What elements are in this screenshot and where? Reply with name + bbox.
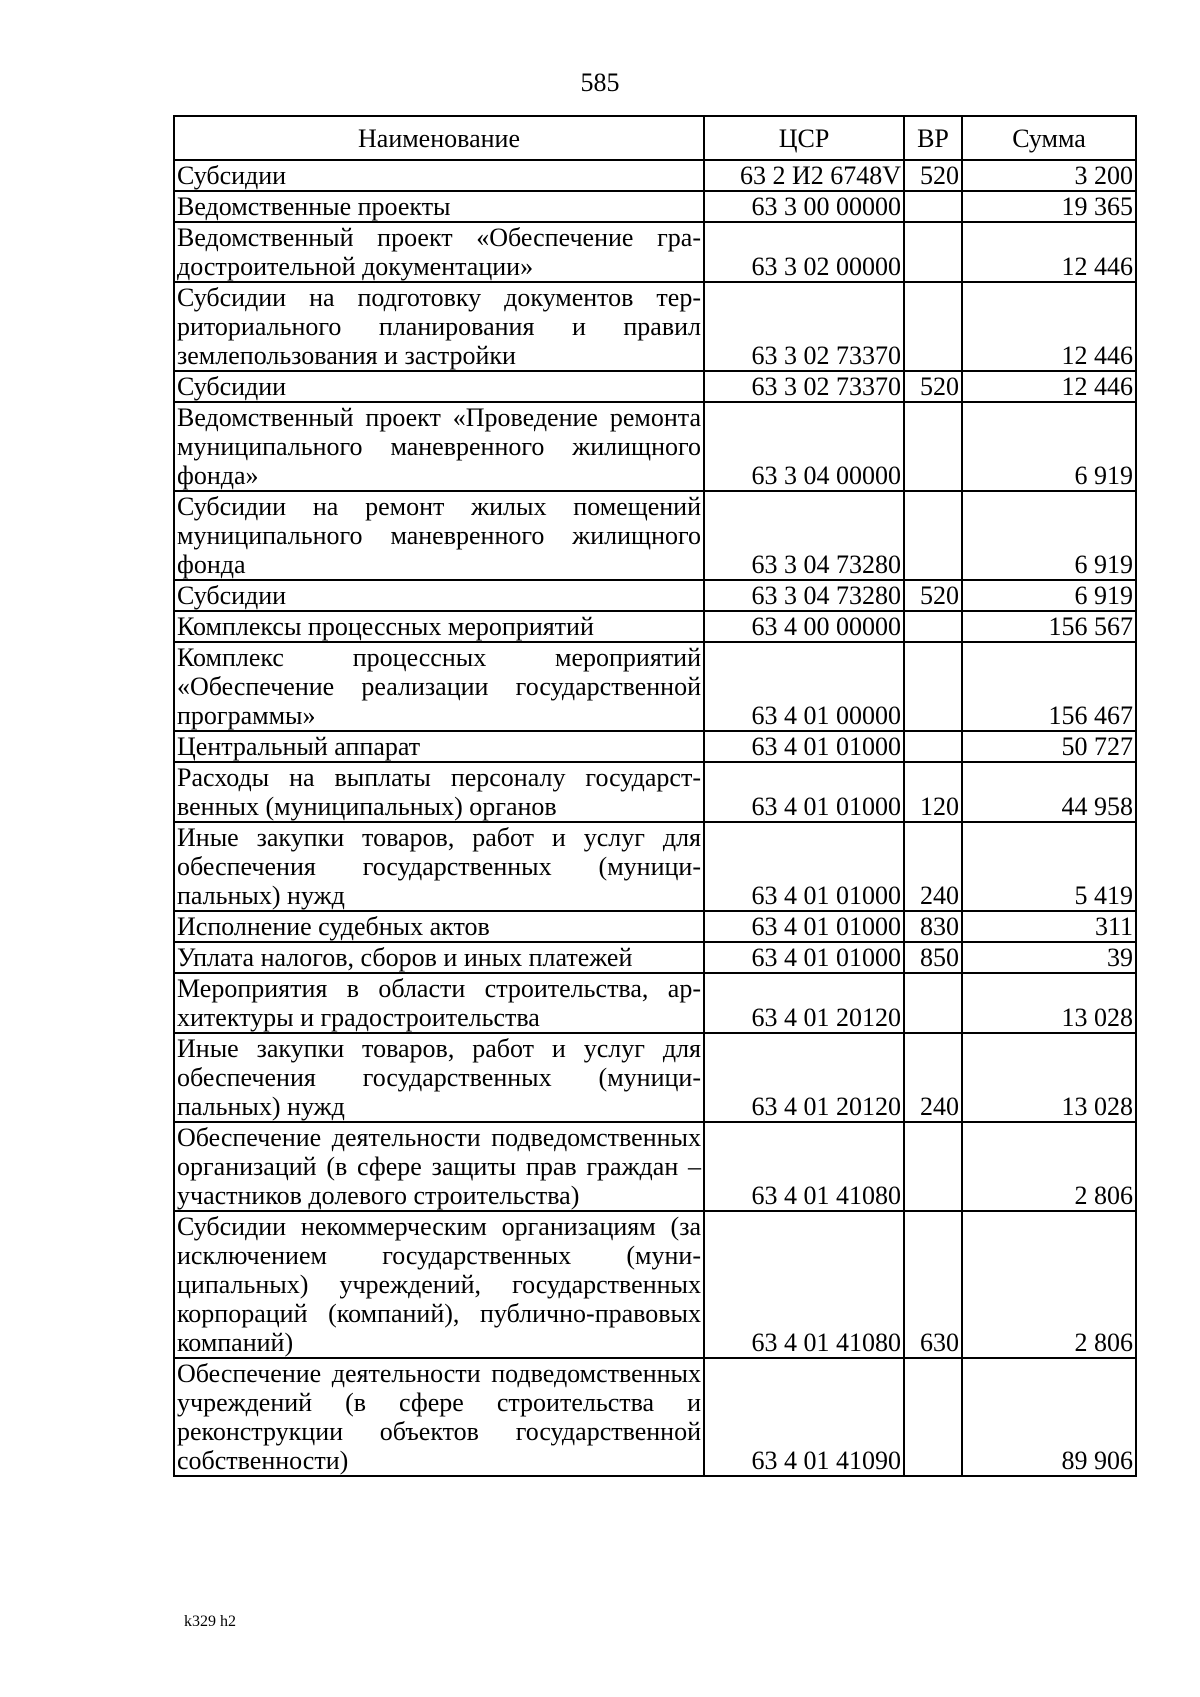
- row-vr: [904, 222, 962, 282]
- row-name: Субсидии на подготовку документов территориального планирования и правил землепользования и застройки: [174, 282, 704, 371]
- table-body: [174, 160, 1136, 1476]
- row-vr: [904, 611, 962, 642]
- table-row: [174, 222, 1136, 282]
- row-name: Обеспечение деятельности подведомственных учреждений (в сфере строительства и реконструкции объектов государственной собственности): [174, 1358, 704, 1476]
- row-vr: 630: [904, 1211, 962, 1358]
- row-sum: 156 567: [962, 611, 1136, 642]
- table-row: [174, 491, 1136, 580]
- row-csr: 63 4 01 01000: [704, 911, 904, 942]
- row-vr: 520: [904, 371, 962, 402]
- row-name: Ведомственный проект «Проведение ремонта муниципального маневренного жилищного фонда»: [174, 402, 704, 491]
- budget-table: [173, 115, 1137, 1477]
- row-sum: 39: [962, 942, 1136, 973]
- row-sum: 2 806: [962, 1211, 1136, 1358]
- row-vr: [904, 402, 962, 491]
- row-name: Субсидии: [174, 371, 704, 402]
- page-number: 585: [580, 68, 620, 97]
- row-sum: 6 919: [962, 402, 1136, 491]
- row-sum: 12 446: [962, 282, 1136, 371]
- row-sum: 12 446: [962, 222, 1136, 282]
- row-name: Субсидии: [174, 580, 704, 611]
- table-row: [174, 1122, 1136, 1211]
- table-row: [174, 191, 1136, 222]
- row-csr: 63 2 И2 6748V: [704, 160, 904, 191]
- row-name: Комплексы процессных мероприятий: [174, 611, 704, 642]
- row-csr: 63 4 01 01000: [704, 942, 904, 973]
- table-row: [174, 371, 1136, 402]
- row-sum: 3 200: [962, 160, 1136, 191]
- row-csr: 63 4 01 41090: [704, 1358, 904, 1476]
- table-row: [174, 282, 1136, 371]
- row-vr: 520: [904, 160, 962, 191]
- table-header: [174, 116, 1136, 160]
- row-vr: [904, 191, 962, 222]
- row-csr: 63 4 01 01000: [704, 731, 904, 762]
- row-csr: 63 4 01 00000: [704, 642, 904, 731]
- row-name: Иные закупки товаров, работ и услуг для обеспечения государственных (муниципальных) нужд: [174, 1033, 704, 1122]
- row-sum: 156 467: [962, 642, 1136, 731]
- row-sum: 6 919: [962, 491, 1136, 580]
- row-sum: 13 028: [962, 1033, 1136, 1122]
- row-csr: 63 4 01 41080: [704, 1122, 904, 1211]
- row-csr: 63 3 02 73370: [704, 282, 904, 371]
- table-row: [174, 1211, 1136, 1358]
- row-vr: 120: [904, 762, 962, 822]
- table-row: [174, 611, 1136, 642]
- row-csr: 63 3 02 00000: [704, 222, 904, 282]
- row-vr: [904, 282, 962, 371]
- row-sum: 311: [962, 911, 1136, 942]
- row-name: Уплата налогов, сборов и иных платежей: [174, 942, 704, 973]
- table-row: [174, 762, 1136, 822]
- row-name: Центральный аппарат: [174, 731, 704, 762]
- table-row: [174, 822, 1136, 911]
- row-sum: 44 958: [962, 762, 1136, 822]
- row-vr: 830: [904, 911, 962, 942]
- row-csr: 63 4 01 20120: [704, 973, 904, 1033]
- row-name: Комплекс процессных мероприятий «Обеспечение реализации государственной программы»: [174, 642, 704, 731]
- row-sum: 13 028: [962, 973, 1136, 1033]
- row-vr: [904, 731, 962, 762]
- row-name: Субсидии на ремонт жилых помещений муниципального маневренного жилищного фонда: [174, 491, 704, 580]
- row-csr: 63 3 00 00000: [704, 191, 904, 222]
- table-row: [174, 580, 1136, 611]
- table-row: [174, 911, 1136, 942]
- table-row: [174, 731, 1136, 762]
- row-name: Ведомственный проект «Обеспечение градостроительной документации»: [174, 222, 704, 282]
- row-sum: 12 446: [962, 371, 1136, 402]
- footer-code: k329 h2: [184, 1613, 236, 1630]
- row-csr: 63 4 01 20120: [704, 1033, 904, 1122]
- row-vr: [904, 642, 962, 731]
- row-name: Субсидии некоммерческим организациям (за исключением государственных (муниципальных) учреждений, государственных корпораций (компаний), публично-правовых компаний): [174, 1211, 704, 1358]
- row-name: Обеспечение деятельности подведомственных организаций (в сфере защиты прав граждан – участников долевого строительства): [174, 1122, 704, 1211]
- row-csr: 63 4 01 01000: [704, 762, 904, 822]
- row-vr: [904, 491, 962, 580]
- row-vr: [904, 1122, 962, 1211]
- row-csr: 63 3 02 73370: [704, 371, 904, 402]
- header-name: Наименование: [174, 116, 704, 160]
- row-csr: 63 4 01 41080: [704, 1211, 904, 1358]
- row-csr: 63 3 04 73280: [704, 580, 904, 611]
- header-sum: Сумма: [962, 116, 1136, 160]
- row-sum: 2 806: [962, 1122, 1136, 1211]
- row-vr: 850: [904, 942, 962, 973]
- header-csr: ЦСР: [704, 116, 904, 160]
- row-name: Иные закупки товаров, работ и услуг для обеспечения государственных (муниципальных) нужд: [174, 822, 704, 911]
- row-name: Мероприятия в области строительства, архитектуры и градостроительства: [174, 973, 704, 1033]
- table-row: [174, 942, 1136, 973]
- row-name: Субсидии: [174, 160, 704, 191]
- row-vr: 240: [904, 1033, 962, 1122]
- row-csr: 63 4 00 00000: [704, 611, 904, 642]
- row-name: Расходы на выплаты персоналу государственных (муниципальных) органов: [174, 762, 704, 822]
- header-vr: ВР: [904, 116, 962, 160]
- table-row: [174, 402, 1136, 491]
- row-vr: 240: [904, 822, 962, 911]
- row-sum: 6 919: [962, 580, 1136, 611]
- table-row: [174, 160, 1136, 191]
- row-vr: 520: [904, 580, 962, 611]
- row-csr: 63 3 04 00000: [704, 402, 904, 491]
- row-sum: 89 906: [962, 1358, 1136, 1476]
- row-name: Исполнение судебных актов: [174, 911, 704, 942]
- header-row: [174, 116, 1136, 160]
- table-row: [174, 973, 1136, 1033]
- row-vr: [904, 973, 962, 1033]
- row-csr: 63 3 04 73280: [704, 491, 904, 580]
- row-sum: 19 365: [962, 191, 1136, 222]
- row-vr: [904, 1358, 962, 1476]
- row-csr: 63 4 01 01000: [704, 822, 904, 911]
- table-row: [174, 642, 1136, 731]
- row-name: Ведомственные проекты: [174, 191, 704, 222]
- table-row: [174, 1033, 1136, 1122]
- row-sum: 50 727: [962, 731, 1136, 762]
- row-sum: 5 419: [962, 822, 1136, 911]
- table-row: [174, 1358, 1136, 1476]
